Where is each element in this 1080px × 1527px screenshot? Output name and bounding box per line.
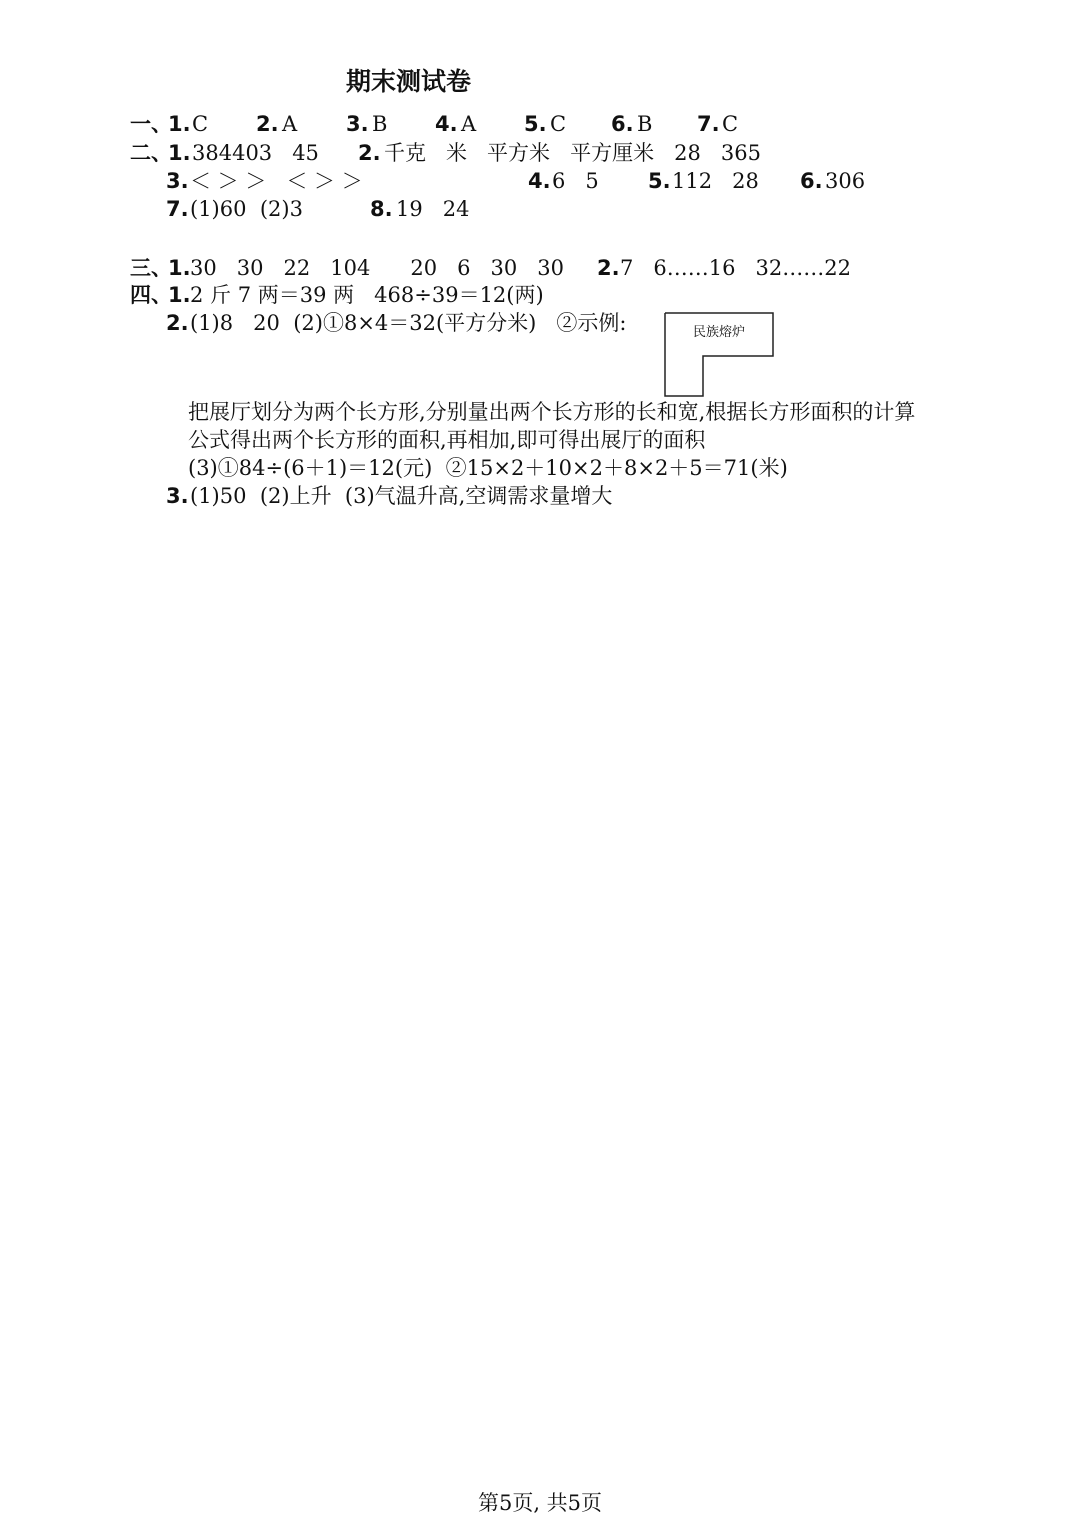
- s3-q1-num: 1.: [168, 256, 191, 280]
- s3-q1-answer: 30 30 22 104 20 6 30 30: [190, 256, 564, 280]
- s2-q8-num: 8.: [370, 197, 393, 221]
- s2-q6-num: 6.: [800, 169, 823, 193]
- s1-q7-answer: C: [722, 112, 739, 136]
- s4-q2-num: 2.: [166, 311, 189, 335]
- s1-q6-num: 6.: [611, 112, 634, 136]
- s2-q6-answer: 306: [825, 169, 866, 193]
- s4-q1-num: 1.: [168, 283, 191, 307]
- s1-q6-answer: B: [637, 112, 653, 136]
- s4-q3-num: 3.: [166, 484, 189, 508]
- s4-q3-answer: (1)50 (2)上升 (3)气温升高,空调需求量增大: [190, 484, 613, 508]
- s2-q3-num: 3.: [166, 169, 189, 193]
- s2-q5-num: 5.: [648, 169, 671, 193]
- figure-label: 民族熔炉: [692, 325, 745, 340]
- s4-q2-explanation-1: 把展厅划分为两个长方形,分别量出两个长方形的长和宽,根据长方形面积的计算: [188, 400, 916, 424]
- section-4-label: 四、: [130, 283, 172, 307]
- page-footer: 第5页, 共5页: [477, 1491, 603, 1515]
- s2-q1-answer: 384403 45: [192, 141, 319, 165]
- s2-q4-answer: 6 5: [552, 169, 599, 193]
- section-1-label: 一、: [130, 112, 172, 136]
- s2-q2-num: 2.: [358, 141, 381, 165]
- s4-q2-part3: (3)①84÷(6＋1)＝12(元) ②15×2＋10×2＋8×2＋5＝71(米): [188, 456, 788, 480]
- s2-q3-answer: ＜ ＞ ＞ ＜ ＞ ＞: [190, 169, 363, 193]
- s1-q2-answer: A: [282, 112, 298, 136]
- s2-q1-num: 1.: [168, 141, 191, 165]
- s1-q1-num: 1.: [168, 112, 191, 136]
- s4-q2-answer: (1)8 20 (2)①8×4＝32(平方分米) ②示例:: [190, 311, 627, 335]
- s1-q4-num: 4.: [435, 112, 458, 136]
- s2-q2-answer: 千克 米 平方米 平方厘米 28 365: [384, 141, 761, 165]
- s2-q4-num: 4.: [528, 169, 551, 193]
- section-3-label: 三、: [130, 256, 172, 280]
- s1-q5-num: 5.: [524, 112, 547, 136]
- s2-q8-answer: 19 24: [396, 197, 470, 221]
- s2-q7-num: 7.: [166, 197, 189, 221]
- s1-q3-num: 3.: [346, 112, 369, 136]
- s1-q2-num: 2.: [256, 112, 279, 136]
- s1-q1-answer: C: [192, 112, 209, 136]
- s1-q3-answer: B: [372, 112, 388, 136]
- s4-q2-explanation-2: 公式得出两个长方形的面积,再相加,即可得出展厅的面积: [188, 428, 706, 452]
- s3-q2-answer: 7 6……16 32……22: [620, 256, 851, 280]
- s3-q2-num: 2.: [597, 256, 620, 280]
- s1-q5-answer: C: [550, 112, 567, 136]
- s2-q7-answer: (1)60 (2)3: [190, 197, 303, 221]
- s1-q7-num: 7.: [697, 112, 720, 136]
- s2-q5-answer: 112 28: [672, 169, 759, 193]
- section-2-label: 二、: [130, 141, 172, 165]
- s1-q4-answer: A: [461, 112, 477, 136]
- s4-q1-answer: 2 斤 7 两＝39 两 468÷39＝12(两): [190, 283, 544, 307]
- page-title: 期末测试卷: [346, 67, 472, 96]
